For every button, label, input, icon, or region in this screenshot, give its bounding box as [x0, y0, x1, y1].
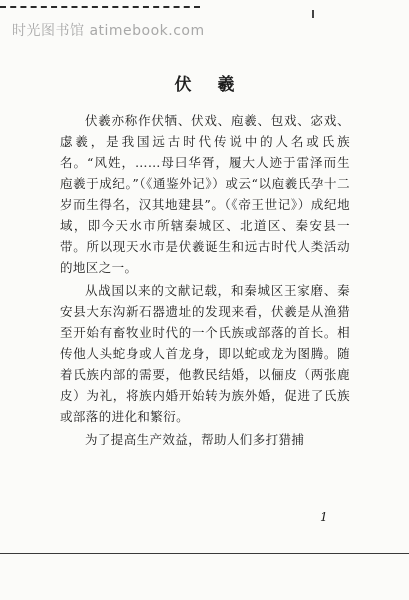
page-number: 1	[320, 510, 328, 524]
paragraph-1: 伏羲亦称作伏牺、伏戏、庖羲、包戏、宓戏、虙羲，是我国远古时代传说中的人名或氏族名。“风姓，……母曰华胥，履大人迹于雷泽而生庖羲于成纪。”（《通鉴外记》）或云“以庖羲氏孕十二岁而生得名，汉其地建县”。（《帝王世记》）成纪地域，即今天水市所辖秦城区、北道区、秦安县一带。所以现天水市是伏羲诞生和远古时代人类活动的地区之一。	[60, 113, 350, 275]
bottom-rule	[0, 553, 409, 554]
scan-mark	[312, 10, 314, 18]
top-scan-rule	[0, 6, 200, 8]
paragraph-3: 为了提高生产效益，帮助人们多打猎捕	[85, 432, 305, 447]
watermark: 时光图书馆 atimebook.com	[12, 23, 205, 39]
body-text	[60, 110, 350, 452]
page-title: 伏 羲	[174, 75, 245, 95]
paragraph-2: 从战国以来的文献记载，和秦城区王家磨、秦安县大东沟新石器遗址的发现来看，伏羲是从渔猎至开始有畜牧业时代的一个氏族或部落的首长。相传他人头蛇身或人首龙身，即以蛇或龙为图腾。随着氏族内部的需要，他教民结婚，以俪皮（两张鹿皮）为礼，将族内婚开始转为族外婚，促进了氏族或部落的进化和繁衍。	[60, 283, 350, 424]
